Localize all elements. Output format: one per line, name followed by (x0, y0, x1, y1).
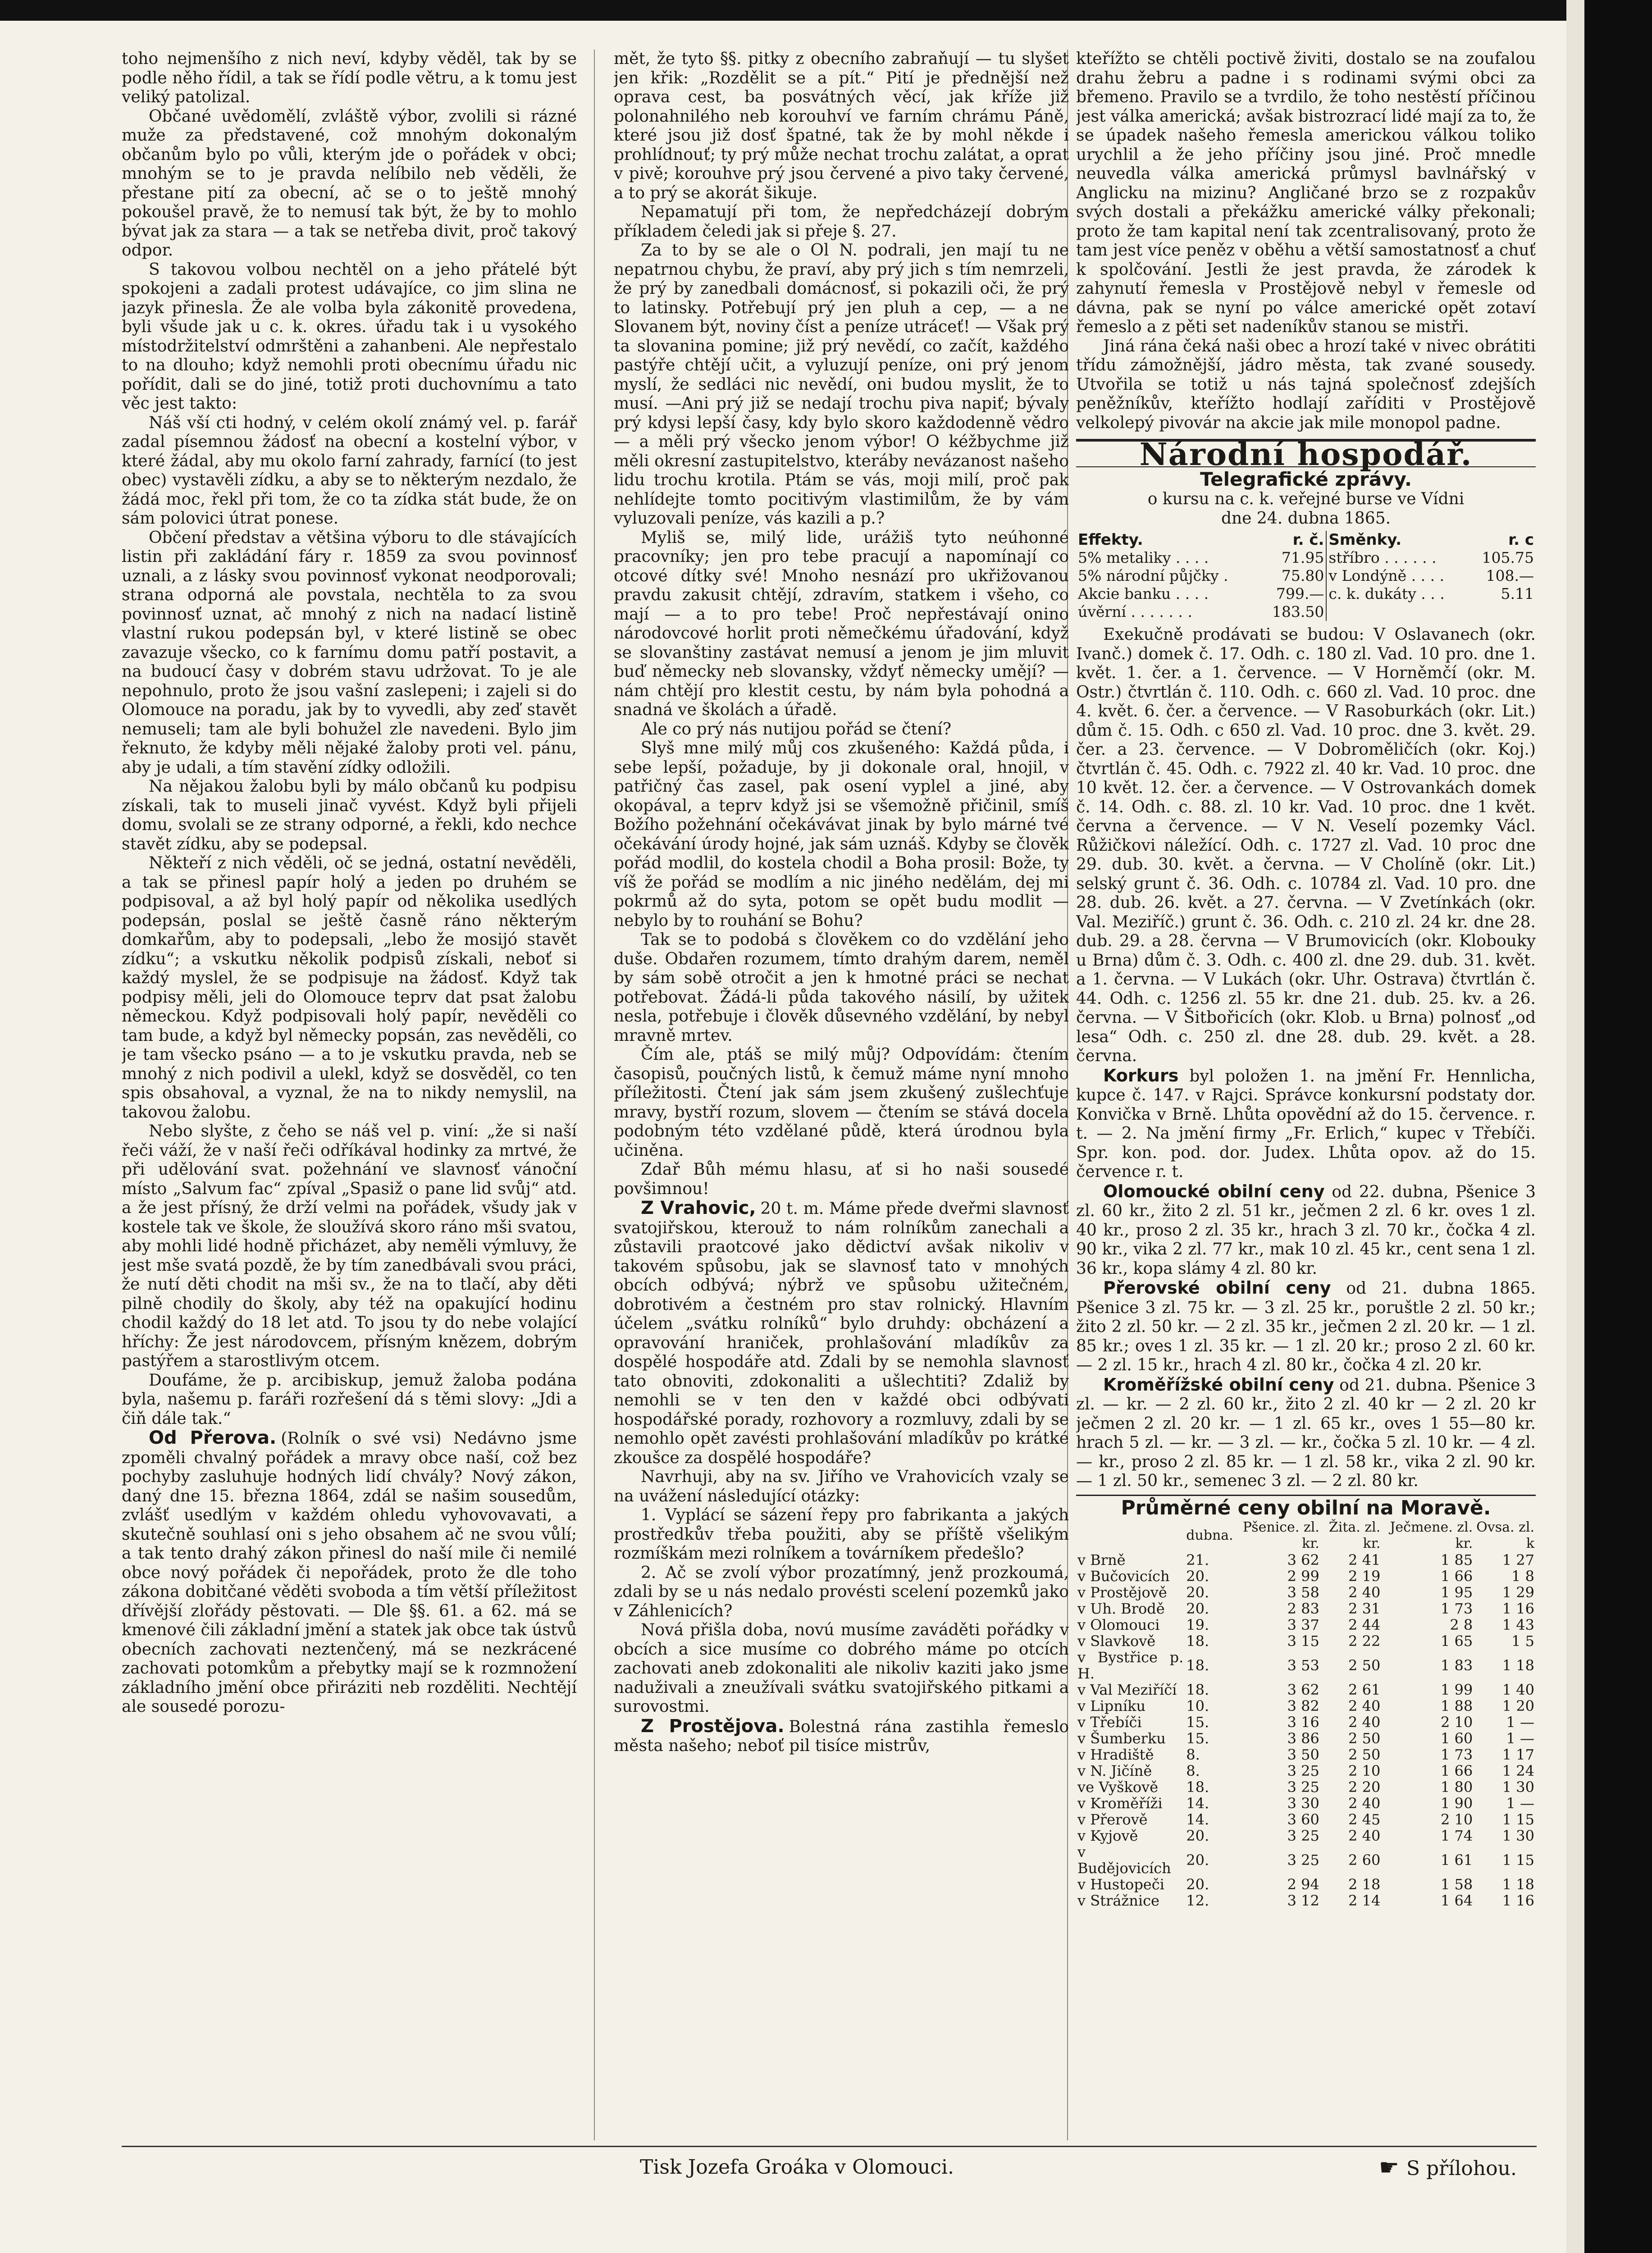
bourse-date: dne 24. dubna 1865. (1221, 509, 1391, 528)
article-text: 20 t. m. Máme přede dveřmi slavnosť svatojiřskou, kterouž to nám rolníkům zanechali a zůstavili praotcové jako dědictví avšak nikoliv v takovém spůsobu, jak se slavnosť tato v mnohých obcích odbývá; nýbrž ve spůsobu užitečném, dobrotivém a čestném pro stav rolnický. Hlavním účelem „svátku rolníků“ bylo druhdy: obcházení a opravování hraniček, prohlašování mladíkův za dospělé hospodáře atd. Zdali by se nemohla slavnosť tato obnoviti, zdokonaliti a ušlechtiti? Zdaliž by nemohli se v ten den v každé obci odbývati hospodářské porady, rozhovory a rozmluvy, zdali by se nemohlo opět zavésti prohlašování mladíkův po krátké zkoušce za dospělé hospodáře? (614, 1199, 1069, 1467)
price-cell: 1 58 (1441, 1876, 1473, 1893)
table-row (1076, 1876, 1536, 1893)
column-1 (122, 50, 577, 2140)
price-cell: 1 61 (1441, 1852, 1473, 1869)
price-cell: 1 — (1506, 1795, 1534, 1812)
price-cell: 2 83 (1287, 1600, 1319, 1617)
price-cell: 1 66 (1441, 1568, 1473, 1585)
table-row (1076, 1730, 1536, 1747)
price-cell: 18. (1186, 1779, 1209, 1796)
town-name: v Budějovicích (1077, 1843, 1171, 1877)
price-cell: 1 8 (1511, 1568, 1534, 1585)
bourse-col-rc2: r. c (1508, 531, 1534, 549)
article-paragraph: toho nejmenšího z nich neví, kdyby věděl, tak by se podle něho řídil, a tak se řídí podle větru, a k tomu jest veliký patolizal. (122, 50, 577, 106)
price-cell: 3 60 (1287, 1811, 1319, 1828)
price-cell: 2 40 (1348, 1584, 1381, 1601)
article-text: (Rolník o své vsi) Nedávno jsme zpoměli chvalný pořádek a mravy obce naší, což bez pochyby zasluhuje hodných lidí chvály? Nový zákon, daný dne 15. března 1864, zdál se našim sousedům, zvlášť usedlým v každém ohledu vyhovovavati, a skutečně souhlasí oni s jeho obsahem ač ne svou vůlí; a tak tento drahý zákon přinesl do naší mile či nemilé obce nový pořádek či nepořádek, proto že dle toho zákona dobitčané věděti svoboda a tím větší příležitost dřívější zlořády pěstovati. — Dle §§. 61. a 62. má se kmenové čili základní jmění a statek jak obce tak ústvů obecních zachovati neztenčený, má se nezkrácené zachovati potomkům a přebytky mají se k rozmnožení základního jmění obce přiráziti neb rozděliti. Nechtějí ale sousedé porozu- (122, 1429, 577, 1716)
article-paragraph: Navrhuji, aby na sv. Jiřího ve Vrahovicích vzaly se na uvážení následující otázky: (614, 1468, 1069, 1505)
dateline-prostejov: Z Prostějova. (641, 1715, 785, 1737)
article-paragraph: Slyš mne milý můj cos zkušeného: Každá půda, i sebe lepší, požaduje, by ji dokonale oral, hnojil, v patřičný čas zasel, pak osení vyplel a jiné, aby okopával, a teprv když jsi se všemožně přičinil, smíš Božího požehnání očekávávat jinak by bylo márné tvé očekávání úrody hojné, jak sám uznáš. Kdyby se člověk pořád modlil, do kostela chodil a Boha prosil: Bože, ty víš že pořád se modlím a nic jiného nedělám, dej mi pokrmů až do syta, potom se opět budu modlit — nebylo by to rouhání se Bohu? (614, 739, 1069, 930)
price-cell: 18. (1186, 1681, 1209, 1698)
price-cell: 1 — (1506, 1730, 1534, 1747)
table-row (1076, 1617, 1536, 1633)
price-cell: 2 61 (1348, 1681, 1381, 1698)
prerov-head: Přerovské obilní ceny (1103, 1278, 1331, 1298)
average-prices-table (1076, 1519, 1536, 1909)
town-name: v Uh. Brodě (1077, 1600, 1165, 1617)
price-cell: 1 16 (1502, 1600, 1534, 1617)
price-cell: 1 18 (1502, 1876, 1534, 1893)
table-row (1076, 1568, 1536, 1584)
article-paragraph: 1. Vyplácí se sázení řepy pro fabrikanta a jakých prostředkův třeba použiti, aby se příště všelikým rozmíškám mezi rolníkem a továrníkem předešlo? (614, 1506, 1069, 1563)
pointing-hand-icon: ☛ (1379, 2154, 1399, 2180)
price-cell: 3 30 (1287, 1795, 1319, 1812)
price-cell: 3 58 (1287, 1584, 1319, 1601)
table-row (1076, 1763, 1536, 1779)
bourse-col-rc: r. č. (1292, 531, 1324, 549)
price-cell: 2 40 (1348, 1697, 1381, 1715)
price-cell: 3 25 (1287, 1827, 1319, 1844)
bourse-header (1076, 531, 1536, 549)
article-paragraph: Na nějakou žalobu byli by málo občanů ku podpisu získali, tak to museli jinač vyvést. Když byli přijeli domu, svolali se ze strany odporné, a řekli, kdo nechce stavět zídku, aby se podepsal. (122, 777, 577, 853)
table-row (1076, 1682, 1536, 1698)
table-row (1076, 1601, 1536, 1617)
price-cell: 20. (1186, 1584, 1209, 1601)
price-cell: 1 5 (1511, 1633, 1534, 1650)
town-name: v Strážnice (1077, 1892, 1159, 1909)
bourse-col-exchange: Směnky. (1326, 531, 1469, 549)
table-row: 5% metaliky . . . . 71.95 stříbro . . . . . . 105.75 (1078, 549, 1534, 566)
price-cell: 1 83 (1441, 1657, 1473, 1674)
town-name: v Bystřice p. H. (1077, 1649, 1184, 1682)
article-paragraph: S takovou volbou nechtěl on a jeho přátelé být spokojeni a zadali protest udávajíce, co jim slina ne jazyk přinesla. Že ale volba byla zákonitě provedena, byli všude jak u c. k. okres. úřadu tak i u vysokého místodržitelství odmrštěni a zahanbeni. Ale nepřestalo to na dlouho; když nemohli proti obecnímu úřadu nic pořídit, dali se do jiné, totiž proti duchovnímu a tato věc jest takto: (122, 260, 577, 413)
table-row: 5% národní půjčky . 75.80 v Londýně . . . . 108.— (1078, 567, 1534, 584)
town-name: v Lipníku (1077, 1697, 1146, 1715)
town-name: v Val Meziříčí (1077, 1681, 1177, 1698)
price-cell: 2 8 (1450, 1616, 1473, 1633)
town-name: v Prostějově (1077, 1584, 1167, 1601)
price-cell: 1 80 (1441, 1779, 1473, 1796)
article-paragraph: Ale co prý nás nutijou pořád se čtení? (641, 720, 951, 739)
section-masthead: Národní hospodář. (1076, 439, 1536, 467)
price-cell: 3 62 (1287, 1681, 1319, 1698)
price-cell: 2 10 (1441, 1811, 1473, 1828)
price-cell: 3 53 (1287, 1657, 1319, 1674)
auction-notices: Exekučně prodávati se budou: V Oslavanech (okr. Ivanč.) domek č. 17. Odh. c. 180 zl. Vad. 10 pro. dne 1. květ. 1. čer. a 1. července. — V Horněmčí (okr. M. Ostr.) čtvrtlán č. 110. Odh. c. 660 zl. Vad. 10 proc. dne 4. květ. 6. čer. a července. — V Rasoburkách (okr. Lit.) dům č. 15. Odh. c 650 zl. Vad. 10 proc. dne 3. květ. 29. čer. a 23. července. — V Dobroměličích (okr. Koj.) čtvrtlán č. 45. Odh. c. 7922 zl. 40 kr. Vad. 10 proc. dne 10 květ. 12. čer. a července. — V Ostrovankách domek č. 14. Odh. c. 88. zl. 10 kr. Vad. 10 proc. dne 1 květ. června a července. — V N. Veselí pozemky Václ. Růžičkovi náležící. Odh. c. 1727 zl. Vad. 10 proc dne 29. dub. 30. květ. a června. — V Cholíně (okr. Lit.) selský grunt č. 36. Odh. c. 10784 zl. Vad. 10 pro. dne 28. dub. 26. květ. a 27. června. — V Zvetínkách (okr. Val. Meziříč.) grunt č. 36. Odh. c. 210 zl. 24 kr. dne 28. dub. 29. a 28. června — V Brumovicích (okr. Klobouky u Brna) dům č. 3. Odh. c. 400 zl. dne 29. dub. 31. květ. a 1. června. — V Lukách (okr. Uhr. Ostrava) čtvrtlán č. 44. Odh. c. 1256 zl. 55 kr. dne 21. dub. 25. kv. a 26. června. — V Šitbořicích (okr. Klob. u Brna) polnosť „od lesa“ Odh. c. 250 zl. dne 28. dub. 29. květ. a 28. června. (1076, 625, 1536, 1065)
price-cell: 1 20 (1502, 1697, 1534, 1715)
table-row (1076, 1828, 1536, 1844)
price-cell: 2 94 (1287, 1876, 1319, 1893)
price-cell: 2 44 (1348, 1616, 1381, 1633)
price-cell: 19. (1186, 1616, 1209, 1633)
price-cell: 8. (1186, 1762, 1200, 1779)
price-cell: 1 85 (1441, 1551, 1473, 1569)
price-cell: 1 40 (1502, 1681, 1534, 1698)
town-name: v N. Jičíně (1077, 1762, 1152, 1779)
price-cell: 14. (1186, 1811, 1209, 1828)
price-cell: 1 15 (1502, 1811, 1534, 1828)
prices-header: dubna. Pšenice. zl. kr. Žita. zl. kr. Ječmene. zl. kr. Ovsa. zl. k (1186, 1519, 1534, 1551)
column-3 (1076, 50, 1536, 2140)
price-cell: 2 41 (1348, 1551, 1381, 1569)
supplement-note: ☛ S přílohou. (1379, 2154, 1517, 2180)
town-name: ve Vyškově (1077, 1779, 1159, 1796)
article-paragraph: Nebo slyšte, z čeho se náš vel p. viní: „že si naší řeči váží, že v naší řeči odříkával hodinky za mrtvé, že při udělování svat. požehnání ve slavnosť vánoční místo „Salvum fac“ zpíval „Spasiž o pane lid svůj“ atd. a že jest přísný, že drží velmi na pořádek, všudy jak v kostele tak ve škole, že sloužívá skoro ráno mši svatou, aby mohli lidé hodně přicházet, aby neměli výmluvy, že jest mše svatá pozdě, že by tím zanedbávali svou práci, že nutí děti chodit na mši sv., že na to tlačí, aby děti pilně chodily do školy, aby též na opakující hodinu chodil každý do 18 let atd. To jsou ty do nebe volající hříchy: Že jest národovcem, přísným knězem, dobrým pastýřem a starostlivým otcem. (122, 1122, 577, 1370)
price-cell: 2 40 (1348, 1795, 1381, 1812)
article-paragraph: Občení představ a většina výboru to dle stávajících listin při zakládání fáry r. 1859 za svou povinnosť uznali, a z lásky svou povinnosť vykonat neodporovali; strana odporná ale povstala, nechtěla to za svou povinnosť uznat, ač mnohý z nich na nadací listině vlastní rukou podepsán byl, v které listině se obec zavazuje všecko, co k farnímu domu patří postavit, a na budoucí časy v dobrém stavu udržovat. To je ale nepohnulo, proto že jsou vašní zaslepeni; i zajeli si do Olomouce na poradu, jak by to vyvedli, aby zeď stavět nemuseli; tam ale byli bohužel zle navedeni. Bylo jim řeknuto, že kdyby měli nějaké žaloby proti vel. pánu, aby je udali, a tím stavění zídky odložili. (122, 528, 577, 777)
telegraph-title: Telegrafické zprávy. (1200, 468, 1412, 490)
town-name: v Brně (1077, 1551, 1126, 1569)
price-cell: 2 50 (1348, 1657, 1381, 1674)
price-cell: 3 86 (1287, 1730, 1319, 1747)
town-name: v Šumberku (1077, 1730, 1166, 1747)
price-cell: 1 43 (1502, 1616, 1534, 1633)
price-cell: 2 50 (1348, 1746, 1381, 1763)
bourse-table (1076, 531, 1536, 621)
price-cell: 15. (1186, 1730, 1209, 1747)
table-row (1076, 1747, 1536, 1763)
town-name: v Přerově (1077, 1811, 1148, 1828)
average-prices-title: Průměrné ceny obilní na Moravě. (1076, 1495, 1536, 1518)
price-cell: 15. (1186, 1714, 1209, 1731)
table-row (1076, 1584, 1536, 1601)
price-cell: 2 40 (1348, 1714, 1381, 1731)
article-paragraph: Čím ale, ptáš se milý můj? Odpovídám: čtením časopisů, poučných listů, k čemuž máme nyní mnoho příležitosti. Čtení jak sám jsem zkušený zušlechťuje mravy, bystří rozum, slovem — čtením se stává docela podobným této vzdělané půdě, která úrodnou byla učiněna. (614, 1045, 1069, 1160)
price-cell: 1 27 (1502, 1551, 1534, 1569)
price-cell: 1 99 (1441, 1681, 1473, 1698)
price-cell: 1 73 (1441, 1746, 1473, 1763)
price-cell: 10. (1186, 1697, 1209, 1715)
olomouc-head: Olomoucké obilní ceny (1103, 1181, 1325, 1201)
table-row (1076, 1649, 1536, 1682)
scan-margin (1584, 0, 1652, 2253)
price-cell: 18. (1186, 1633, 1209, 1650)
town-name: v Kroměříži (1077, 1795, 1163, 1812)
price-cell: 3 62 (1287, 1551, 1319, 1569)
price-cell: 1 65 (1441, 1633, 1473, 1650)
price-cell: 1 24 (1502, 1762, 1534, 1779)
price-cell: 1 95 (1441, 1584, 1473, 1601)
price-cell: 1 66 (1441, 1762, 1473, 1779)
price-cell: 20. (1186, 1568, 1209, 1585)
price-cell: 14. (1186, 1795, 1209, 1812)
price-cell: 1 18 (1502, 1657, 1534, 1674)
price-cell: 1 — (1506, 1714, 1534, 1731)
price-cell: 1 29 (1502, 1584, 1534, 1601)
price-cell: 1 90 (1441, 1795, 1473, 1812)
article-paragraph: Tak se to podobá s člověkem co do vzdělání jeho duše. Obdařen rozumem, tímto drahým darem, neměl by sám sobě otročit a jen k hmotné práci se nechat potřebovat. Žádá-li půda takového násilí, by užitek nesla, potřebuje i člověk důsevného vzdělání, by nebyl mravně mrtev. (614, 930, 1069, 1045)
printer-imprint: Tisk Jozefa Groáka v Olomouci. (640, 2156, 954, 2179)
table-row (1076, 1893, 1536, 1909)
price-cell: 3 50 (1287, 1746, 1319, 1763)
table-row (1076, 1811, 1536, 1828)
article-paragraph: kteřížto se chtěli poctivě živiti, dostalo se na zoufalou drahu žebru a padne i s rodinami svými obci za břemeno. Pravilo se a tvrdilo, že toho nestěstí příčinou jest válka americká; avšak bistrozrací lidé mají za to, že se úpadek našeho řemesla americkou válkou toliko urychlil a že jeho příčiny jsou jiné. Proč mnedle neuvedla válka americká průmysl bavlnářský v Anglicku na mizinu? Angličané brzo se z rozpakův svých dostali a překážku americké války překonali; proto že tam kapital není tak zcentralisovaný, proto že tam jest více peněz v oběhu a větší samostatnosť a chuť k spolčování. Jestli že jest pravda, že zárodek k zahynutí řemesla v Prostějově nebyl v řemesle od dávna, pak se nyní po válce americké opět zotaví řemeslo a z pěti set nadeníkův stanou se mistři. (1076, 50, 1536, 336)
article-paragraph: Za to by se ale o Ol N. podrali, jen mají tu ne nepatrnou chybu, že praví, aby prý jich s tím nemrzeli, že prý by zanedbali domácnosť, si pokazili oči, že prý to latinsky. Potřebují prý jen pluh a cep, — a ne Slovanem být, noviny číst a peníze utráceť! — Však prý ta slovanina pomine; již prý nevědí, co začít, každého pastýře chtějí učit, a vyluzují peníze, oni prý jenom myslí, že sedláci nic nevědí, oni budou myslit, že to musí. —Ani prý již se nedají trochu piva napiť; bývaly prý kdysi lepší časy, kdy bylo skoro každodenně vědro — a měli prý všecko jenom výbor! O kéžbychme již měli okresní zastupitelstvo, kteráby neváza​nost našeho lidu trochu krotila. Ptám se vás, moji milí, proč pak nehlídejte tomto pocitivým vlastimilům, že by vám vyluzovali peníze, vás kazili a p.? (614, 241, 1069, 528)
price-cell: 2 40 (1348, 1827, 1381, 1844)
table-row: úvěrní . . . . . . . 183.50 (1076, 603, 1536, 621)
table-row (1076, 1714, 1536, 1730)
town-name: v Olomouci (1077, 1616, 1160, 1633)
price-cell: 1 74 (1441, 1827, 1473, 1844)
price-cell: 2 22 (1348, 1633, 1381, 1650)
price-cell: 1 88 (1441, 1697, 1473, 1715)
article-paragraph: Doufáme, že p. arcibiskup, jemuž žaloba podána byla, našemu p. faráři rozřešení dá s těmi slovy: „Jdi a čiň dále tak.“ (122, 1371, 577, 1428)
town-name: v Hradiště (1077, 1746, 1154, 1763)
price-cell: 1 30 (1502, 1779, 1534, 1796)
article-paragraph (122, 1428, 577, 1717)
town-name: v Slavkově (1077, 1633, 1156, 1650)
korkurs-notice: Korkurs byl položen 1. na jmění Fr. Hennlicha, kupce č. 147. v Rajci. Správce konkursní podstaty dor. Konvička v Brně. Lhůta opovědní až do 15. července. r. t. — 2. Na jmění firmy „Fr. Erlich,“ kupec v Třebíči. Spr. kon. pod. dor. Judex. Lhůta opov. až do 15. července r. t. (1076, 1065, 1536, 1181)
article-text: Bolestná rána zastihla řemeslo města našeho; neboť pil tisíce mistrův, (614, 1717, 1069, 1755)
article-paragraph: mět, že tyto §§. pitky z obecního zabraňují — tu slyšet jen křik: „Rozdělit se a pít.“ Pití je přednější než oprava cest, ba posvátných věcí, jak kříže již polonahnilého neb korouhví ve farním chrámu Páně, které jsou již dosť špatné, tak že by mohl někde i prohlídnouť; ty prý může nechat trochu zalátat, a oprat v pivě; korouhve prý jsou červené a pivo taky červené, a to prý se akorát šikuje. (614, 50, 1069, 202)
price-cell: 3 82 (1287, 1697, 1319, 1715)
price-cell: 2 50 (1348, 1730, 1381, 1747)
price-cell: 1 16 (1502, 1892, 1534, 1909)
table-row (1076, 1779, 1536, 1795)
price-cell: 18. (1186, 1657, 1209, 1674)
top-border (0, 0, 1652, 21)
price-cell: 2 10 (1441, 1714, 1473, 1731)
price-cell: 21. (1186, 1551, 1209, 1569)
price-cell: 8. (1186, 1746, 1200, 1763)
page-edge (1566, 0, 1584, 2253)
kromeriz-prices: Kroměřížské obilní ceny od 21. dubna. Pšenice 3 zl. — kr. — 2 zl. 60 kr., žito 2 zl. 40 kr — 2 zl. 20 kr ječmen 2 zl. 20 kr. — 1 zl. 65 kr., oves 1 55—80 kr. hrach 5 zl. — kr. — 3 zl. — kr., čočka 5 zl. 10 kr. — 4 zl. — kr., proso 2 zl. 85 kr. — 1 zl. 58 kr., vika 2 zl. 90 kr. — 1 zl. 50 kr., semenec 3 zl. — 2 zl. 80 kr. (1076, 1374, 1536, 1490)
price-cell: 3 16 (1287, 1714, 1319, 1731)
price-cell: 2 19 (1348, 1568, 1381, 1585)
table-row (1076, 1552, 1536, 1568)
dateline-prerov: Od Přerova. (149, 1428, 277, 1448)
column-rule (594, 50, 595, 2140)
price-cell: 2 45 (1348, 1811, 1381, 1828)
page-footer (122, 2146, 1537, 2183)
price-cell: 1 64 (1441, 1892, 1473, 1909)
price-cell: 2 20 (1348, 1779, 1381, 1796)
price-cell: 2 60 (1348, 1852, 1381, 1869)
korkurs-head: Korkurs (1103, 1065, 1179, 1085)
price-cell: 3 25 (1287, 1852, 1319, 1869)
price-cell: 3 25 (1287, 1779, 1319, 1796)
town-name: v Bučovicích (1077, 1568, 1170, 1585)
article-paragraph: Občané uvědomělí, zvláště výbor, zvolili si rázné muže za představené, což mnohým dokonalým občanům bylo po vůli, kterým jde o pořádek v obci; mnohým se to je pravda nelíbilo neb věděli, že přestane pití za obecní, ač se o to ještě mnohý pokoušel pravě, že to nemusí tak být, že by to mohlo bývat jak za stara — a tak se netřeba divit, proč takový odpor. (122, 107, 577, 260)
olomouc-prices: Olomoucké obilní ceny od 22. dubna, Pšenice 3 zl. 60 kr., žito 2 zl. 51 kr., ječmen 2 zl. 6 kr. oves 1 zl. 40 kr., proso 2 zl. 35 kr., hrach 3 zl. 70 kr., čočka 4 zl. 90 kr., vika 2 zl. 77 kr., mak 10 zl. 45 kr., cent sena 1 zl. 36 kr., kopa slámy 4 zl. 80 kr. (1076, 1181, 1536, 1278)
column-2 (614, 50, 1069, 2140)
article-paragraph: Náš vší cti hodný, v celém okolí známý vel. p. farář zadal písemnou žádosť na obecní a kostelní výbor, v které žádal, aby mu okolo farní zahrady, farnící (to jest obec) vystavěli zídku, a aby se to některým nezdalo, že žádá moc, řekl při tom, že co ta zídka stát bude, že on sám polovici útrat ponese. (122, 413, 577, 528)
article-paragraph: Myliš se, milý lide, urážiš tyto neúhonné pracovníky; jen pro tebe pracují a napomínají co otcové dítky své! Mnoho nesnází pro ukřižovanou pravdu zakusit chtějí, zdravím, statkem i všeho, co mají — a to pro tebe! Proč nepřestávají onino národovcové horlit proti němečkému úřadování, když se slovanštiny zastávat nemusí a jenom je jim mluvit buď německy neb slovansky, vždyť německy umějí? — nám chtějí pro klestit cestu, by nám byla pohodná a snadná ve školách a úřadě. (614, 528, 1069, 719)
bourse-col-effects: Effekty. (1078, 531, 1143, 549)
kromeriz-head: Kroměřížské obilní ceny (1103, 1374, 1334, 1395)
table-row (1076, 1795, 1536, 1811)
price-cell: 1 17 (1502, 1746, 1534, 1763)
table-row (1076, 1844, 1536, 1876)
table-row (1076, 1633, 1536, 1649)
price-cell: 2 14 (1348, 1892, 1381, 1909)
article-paragraph: Někteří z nich věděli, oč se jedná, ostatní nevěděli, a tak se přinesl papír holý a jeden po druhém se podpisoval, a až byl holý papír od několika usedlých podepsán, poslal se ještě časně ráno některým domkařům, aby to podepsali, „lebo že mosijó stavět zídku“; a vskutku několik podpisů získali, neboť si každý myslel, že se podpisuje na žádosť. Když tak podpisy měli, jeli do Olomouce teprv dat psat žalobu německou. Když podpisovali holý papír, nevěděli co tam bude, a když byl německy popsán, zas nevěděli, co je tam všecko psáno — a to je vskutku pravda, neb se mnohý z nich podivil a ulekl, když se dosvěděl, co ten spis obsahoval, a vyznal, že na to nikdy nemyslil, na takovou žalobu. (122, 854, 577, 1122)
price-cell: 1 30 (1502, 1827, 1534, 1844)
price-cell: 3 12 (1287, 1892, 1319, 1909)
price-cell: 3 25 (1287, 1762, 1319, 1779)
article-paragraph: Jiná rána čeká naši obec a hrozí také v nivec obrátiti třídu zámožnější, jádro města, tak zvané sousedy. Utvořila se totiž u nás tajná společnosť zdejších peněžníkův, kteřížto hodlají zaříditi v Prostějově velkolepý pivovár na akcie jak mile monopol padne. (1076, 337, 1536, 432)
bourse-caption: o kursu na c. k. veřejné burse ve Vídni (1147, 490, 1465, 508)
prerov-prices: Přerovské obilní ceny od 21. dubna 1865. Pšenice 3 zl. 75 kr. — 3 zl. 25 kr., poruštle 2 zl. 50 kr.; žito 2 zl. 50 kr. — 2 zl. 35 kr., ječmen 2 zl. 20 kr. — 1 zl. 85 kr.; oves 1 zl. 35 kr. — 1 zl. 20 kr.; proso 2 zl. 60 kr. — 2 zl. 15 kr., hrach 4 zl. 80 kr., čočka 4 zl. 20 kr. (1076, 1278, 1536, 1374)
price-cell: 1 60 (1441, 1730, 1473, 1747)
table-row: Akcie banku . . . . 799.— c. k. dukáty . . . 5.11 (1078, 585, 1534, 602)
price-cell: 20. (1186, 1852, 1209, 1869)
price-cell: 1 73 (1441, 1600, 1473, 1617)
price-cell: 20. (1186, 1827, 1209, 1844)
price-cell: 3 37 (1287, 1616, 1319, 1633)
town-name: v Hustopeči (1077, 1876, 1164, 1893)
town-name: v Kyjově (1077, 1827, 1138, 1844)
dateline-vrahovic: Z Vrahovic, (641, 1198, 756, 1218)
town-name: v Třebíči (1077, 1714, 1142, 1731)
price-cell: 2 18 (1348, 1876, 1381, 1893)
price-cell: 2 99 (1287, 1568, 1319, 1585)
article-paragraph (614, 1199, 1069, 1468)
table-row (1076, 1698, 1536, 1714)
article-paragraph: Zdař Bůh mému hlasu, ať si ho naši sousedé povšimnou! (614, 1160, 1069, 1198)
price-cell: 12. (1186, 1892, 1209, 1909)
price-cell: 3 15 (1287, 1633, 1319, 1650)
price-cell: 20. (1186, 1876, 1209, 1893)
price-cell: 2 31 (1348, 1600, 1381, 1617)
price-cell: 20. (1186, 1600, 1209, 1617)
price-cell: 1 15 (1502, 1852, 1534, 1869)
article-paragraph (614, 1717, 1069, 1756)
price-cell: 2 10 (1348, 1762, 1381, 1779)
article-paragraph: Nová přišla doba, novú musíme zaváděti pořádky v obcích a sice musíme co dobrého máme po otcích zachovati aneb zdokonaliti ale nikoliv kaziti jako jsme naduživali a zneužívali svátku svatojiřského pitkami a surovostmi. (614, 1621, 1069, 1716)
article-paragraph: 2. Ač se zvolí výbor prozatímný, jenž prozkoumá, zdali by se u nás nedalo provésti scelení pozemků jako v Záhlenicích? (614, 1563, 1069, 1620)
article-paragraph: Nepamatují při tom, že nepředcházejí dobrým příkladem čeledi jak si přeje §. 27. (614, 203, 1069, 241)
